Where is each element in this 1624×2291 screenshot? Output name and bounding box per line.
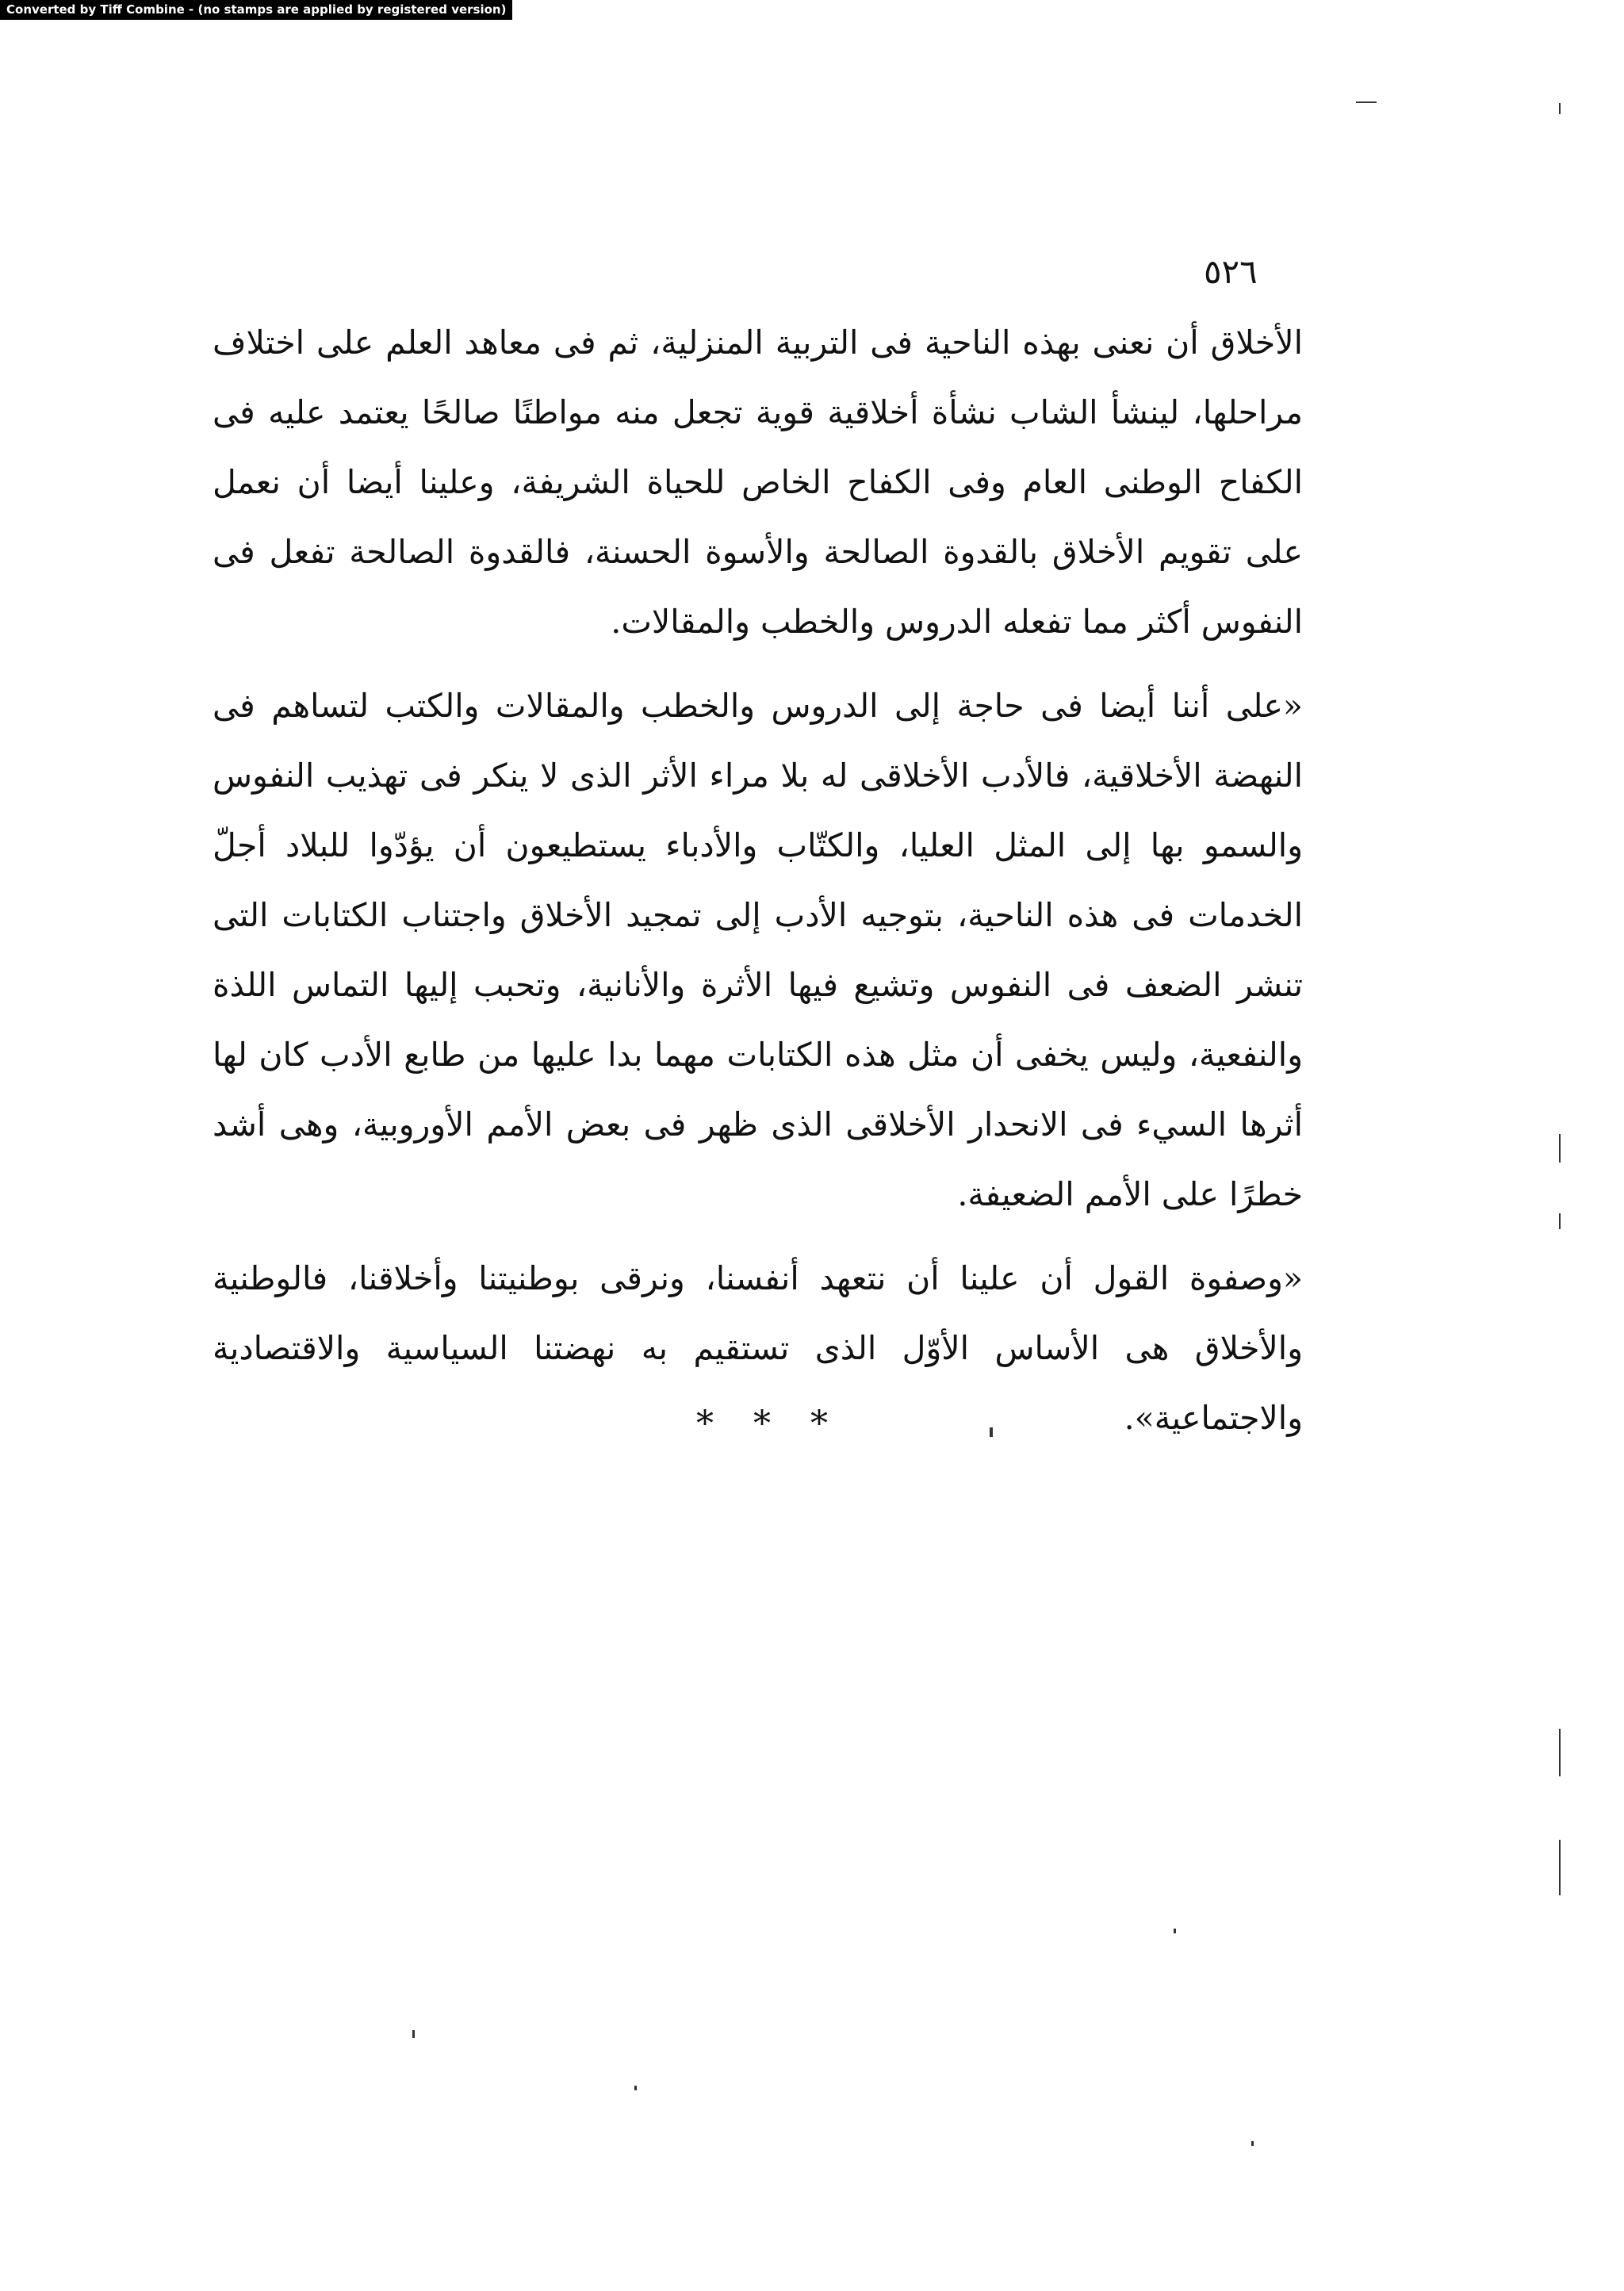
scan-speck [1559,1134,1561,1163]
converter-banner: Converted by Tiff Combine - (no stamps are applied by registered version) [0,0,512,20]
scan-speck [1559,1840,1561,1895]
scan-speck [634,2086,637,2090]
body-text [213,308,1303,1467]
scan-speck [1174,1929,1176,1933]
scan-speck [412,2030,415,2038]
page-number: ٥٢٦ [1204,252,1258,291]
section-separator: * * * [696,1404,842,1444]
paragraph-1: الأخلاق أن نعنى بهذه الناحية فى التربية المنزلية، ثم فى معاهد العلم على اختلاف مراحلها، لينشأ الشاب نشأة أخلاقية قوية تجعل منه مواطنًا صالحًا يعتمد عليه فى الكفاح الوطنى العام وفى الكفاح الخاص للحياة الشريفة، وعلينا أيضا أن نعمل على تقويم الأخلاق بالقدوة الصالحة والأسوة الحسنة، فالقدوة الصالحة تفعل فى النفوس أكثر مما تفعله الدروس والخطب والمقالات. [213,324,1303,641]
scan-speck [1251,2141,1254,2146]
paragraph-3: «وصفوة القول أن علينا أن نتعهد أنفسنا، ونرقى بوطنيتنا وأخلاقنا، فالوطنية والأخلاق هى الأساس الأوّل الذى تستقيم به نهضتنا السياسية والاقتصادية والاجتماعية». [213,1259,1303,1437]
scan-speck [1356,102,1377,103]
scan-speck [1559,103,1561,114]
paragraph-2: «على أننا أيضا فى حاجة إلى الدروس والخطب والمقالات والكتب لتساهم فى النهضة الأخلاقية، فالأدب الأخلاقى له بلا مراء الأثر الذى لا ينكر فى تهذيب النفوس والسمو بها إلى المثل العليا، والكتّاب والأدباء يستطيعون أن يؤدّوا للبلاد أجلّ الخدمات فى هذه الناحية، بتوجيه الأدب إلى تمجيد الأخلاق واجتناب الكتابات التى تنشر الضعف فى النفوس وتشيع فيها الأثرة والأنانية، وتحبب إليها التماس اللذة والنفعية، وليس يخفى أن مثل هذه الكتابات مهما بدا عليها من طابع الأدب كان لها أثرها السيء فى الانحدار الأخلاقى الذى ظهر فى بعض الأمم الأوروبية، وهى أشد خطرًا على الأمم الضعيفة. [213,687,1303,1213]
scan-speck [1559,1729,1561,1776]
scan-speck [990,1427,993,1437]
scan-speck [1559,1213,1561,1229]
